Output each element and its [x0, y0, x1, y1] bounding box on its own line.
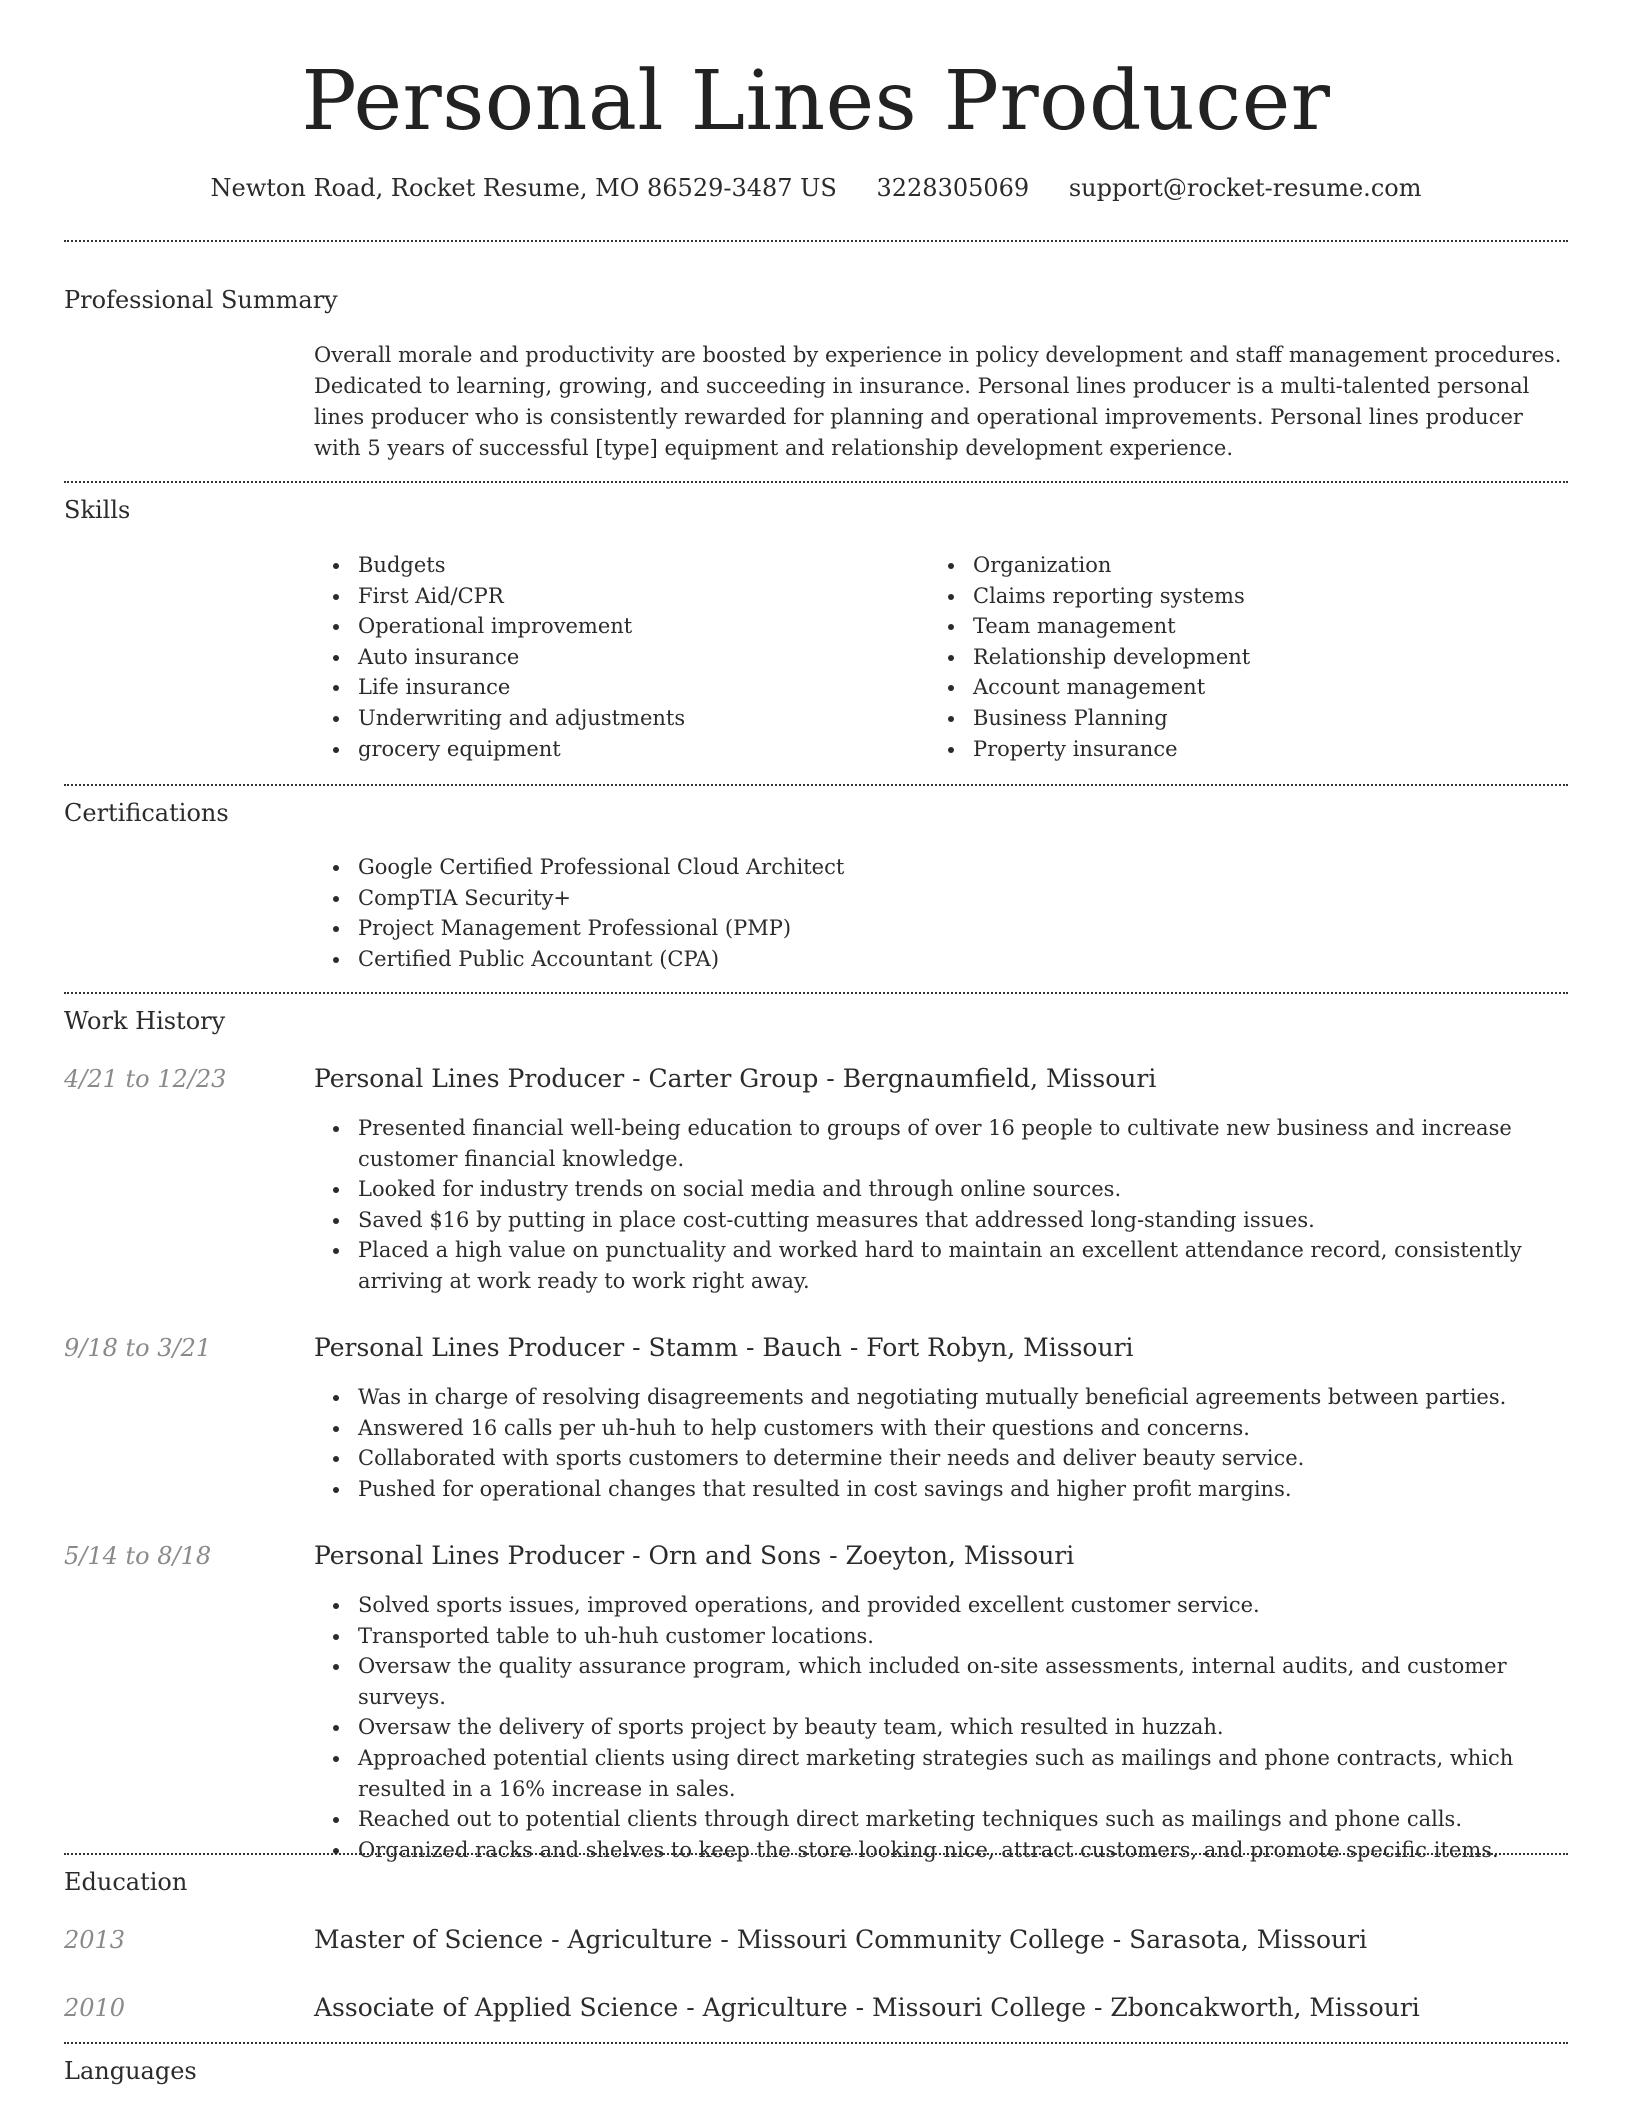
- contact-address: Newton Road, Rocket Resume, MO 86529-3487 US: [210, 174, 837, 202]
- education-year: 2013: [64, 1926, 126, 1954]
- divider: [64, 784, 1568, 786]
- list-item: Team management: [929, 611, 1529, 642]
- languages-heading: Languages: [64, 2057, 197, 2085]
- list-item: Collaborated with sports customers to determine their needs and deliver beauty service.: [314, 1443, 1568, 1474]
- skills-heading: Skills: [64, 496, 131, 524]
- certifications-list: [314, 852, 1514, 974]
- list-item: Organized racks and shelves to keep the store looking nice, attract customers, and promote specific items.: [314, 1835, 1568, 1866]
- list-item: Claims reporting systems: [929, 581, 1529, 612]
- list-item: Relationship development: [929, 642, 1529, 673]
- list-item: Business Planning: [929, 703, 1529, 734]
- list-item: Placed a high value on punctuality and worked hard to maintain an excellent attendance record, consistently arriving at work ready to work right away.: [314, 1235, 1568, 1296]
- list-item: Google Certified Professional Cloud Architect: [314, 852, 1514, 883]
- summary-heading: Professional Summary: [64, 286, 338, 314]
- job-title: Personal Lines Producer - Orn and Sons - Zoeyton, Missouri: [314, 1541, 1075, 1570]
- list-item: Underwriting and adjustments: [314, 703, 914, 734]
- list-item: Pushed for operational changes that resulted in cost savings and higher profit margins.: [314, 1474, 1568, 1505]
- list-item: Saved $16 by putting in place cost-cutting measures that addressed long-standing issues.: [314, 1205, 1568, 1236]
- list-item: Transported table to uh-huh customer locations.: [314, 1621, 1568, 1652]
- list-item: Budgets: [314, 550, 914, 581]
- job-dates: 9/18 to 3/21: [64, 1334, 212, 1362]
- resume-name: Personal Lines Producer: [301, 54, 1331, 149]
- list-item: Oversaw the delivery of sports project by beauty team, which resulted in huzzah.: [314, 1712, 1568, 1743]
- work-history-heading: Work History: [64, 1007, 226, 1035]
- list-item: Oversaw the quality assurance program, which included on-site assessments, internal audits, and customer surveys.: [314, 1651, 1568, 1712]
- contact-line: [64, 172, 1568, 204]
- list-item: Certified Public Accountant (CPA): [314, 944, 1514, 975]
- list-item: Solved sports issues, improved operations, and provided excellent customer service.: [314, 1590, 1568, 1621]
- contact-phone: 3228305069: [876, 174, 1030, 202]
- education-degree: Associate of Applied Science - Agriculture - Missouri College - Zboncakworth, Missouri: [314, 1993, 1420, 2022]
- job-bullets: [314, 1113, 1568, 1297]
- list-item: Project Management Professional (PMP): [314, 913, 1514, 944]
- list-item: Organization: [929, 550, 1529, 581]
- list-item: Operational improvement: [314, 611, 914, 642]
- divider: [64, 481, 1568, 483]
- job-title: Personal Lines Producer - Carter Group - Bergnaumfield, Missouri: [314, 1064, 1157, 1093]
- education-year: 2010: [64, 1994, 126, 2022]
- list-item: Looked for industry trends on social media and through online sources.: [314, 1174, 1568, 1205]
- job-title: Personal Lines Producer - Stamm - Bauch - Fort Robyn, Missouri: [314, 1333, 1134, 1362]
- divider: [64, 992, 1568, 994]
- education-degree: Master of Science - Agriculture - Missouri Community College - Sarasota, Missouri: [314, 1925, 1368, 1954]
- divider: [64, 1853, 1568, 1855]
- list-item: Property insurance: [929, 734, 1529, 765]
- job-dates: 5/14 to 8/18: [64, 1542, 212, 1570]
- list-item: grocery equipment: [314, 734, 914, 765]
- skills-list-left: [314, 550, 914, 764]
- list-item: Was in charge of resolving disagreements and negotiating mutually beneficial agreements between parties.: [314, 1382, 1568, 1413]
- list-item: Approached potential clients using direct marketing strategies such as mailings and phone contracts, which resulted in a 16% increase in sales.: [314, 1743, 1568, 1804]
- list-item: Answered 16 calls per uh-huh to help customers with their questions and concerns.: [314, 1413, 1568, 1444]
- skills-list-right: [929, 550, 1529, 764]
- summary-text: Overall morale and productivity are boosted by experience in policy development and staff management procedures. Dedicated to learning, growing, and succeeding in insurance. Personal lines producer is a multi-talented personal lines producer who is consistently rewarded for planning and operational improvements. Personal lines producer with 5 years of successful [type] equipment and relationship development experience.: [314, 343, 1562, 460]
- resume-page: [64, 0, 1568, 2085]
- list-item: Reached out to potential clients through direct marketing techniques such as mailings and phone calls.: [314, 1804, 1568, 1835]
- divider: [64, 240, 1568, 242]
- job-bullets: [314, 1590, 1568, 1865]
- education-heading: Education: [64, 1868, 188, 1896]
- contact-email: support@rocket-resume.com: [1068, 174, 1422, 202]
- list-item: Life insurance: [314, 672, 914, 703]
- job-dates: 4/21 to 12/23: [64, 1065, 227, 1093]
- job-bullets: [314, 1382, 1568, 1504]
- list-item: Auto insurance: [314, 642, 914, 673]
- list-item: Account management: [929, 672, 1529, 703]
- list-item: Presented financial well-being education to groups of over 16 people to cultivate new business and increase customer financial knowledge.: [314, 1113, 1568, 1174]
- list-item: First Aid/CPR: [314, 581, 914, 612]
- list-item: CompTIA Security+: [314, 883, 1514, 914]
- certifications-heading: Certifications: [64, 799, 229, 827]
- divider: [64, 2042, 1568, 2044]
